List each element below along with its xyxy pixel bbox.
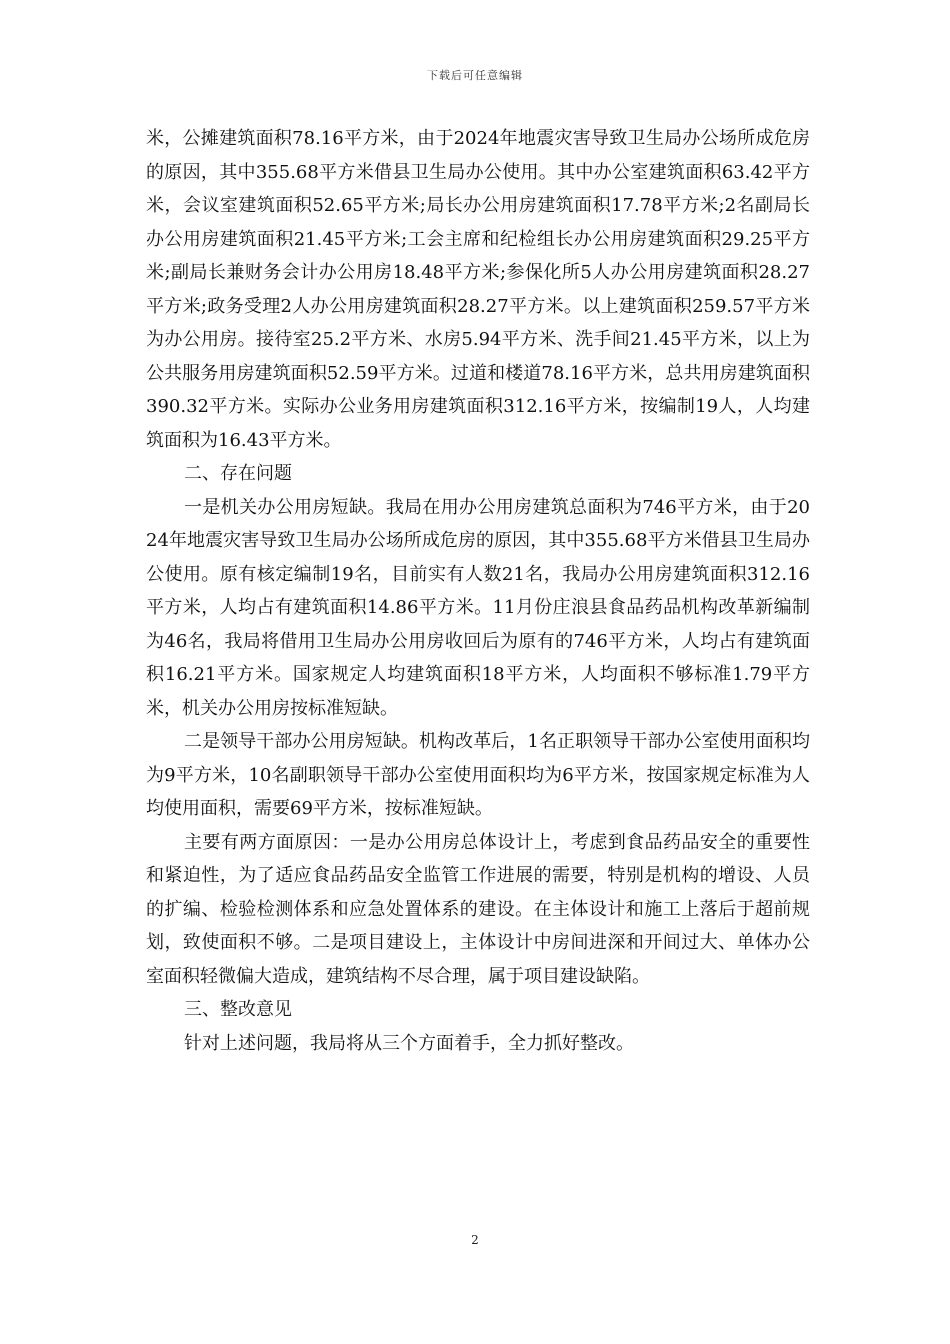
paragraph-office-shortage: 一是机关办公用房短缺。我局在用办公用房建筑总面积为746平方米，由于2024年地震灾害导致卫生局办公场所成危房的原因，其中355.68平方米借县卫生局办公使用。原有核定编制19名，目前实有人数21名，我局办公用房建筑面积312.16平方米，人均占有建筑面积14.86平方米。11月份庄浪县食品药品机构改革新编制为46名，我局将借用卫生局办公用房收回后为原有的746平方米，人均占有建筑面积16.21平方米。国家规定人均建筑面积18平方米，人均面积不够标准1.79平方米，机关办公用房按标准短缺。 (146, 496, 810, 719)
paragraph-office-area-details: 米，公摊建筑面积78.16平方米，由于2024年地震灾害导致卫生局办公场所成危房的原因，其中355.68平方米借县卫生局办公使用。其中办公室建筑面积63.42平方米，会议室建筑面积52.65平方米;局长办公用房建筑面积17.78平方米;2名副局长办公用房建筑面积21.45平方米;工会主席和纪检组长办公用房建筑面积29.25平方米;副局长兼财务会计办公用房18.48平方米;参保化所5人办公用房建筑面积28.27平方米;政务受理2人办公用房建筑面积28.27平方米。以上建筑面积259.57平方米为办公用房。接待室25.2平方米、水房5.94平方米、洗手间21.45平方米，以上为公共服务用房建筑面积52.59平方米。过道和楼道78.16平方米，总共用房建筑面积390.32平方米。实际办公业务用房建筑面积312.16平方米，按编制19人，人均建筑面积为16.43平方米。 (146, 128, 810, 451)
document-body (146, 122, 810, 1060)
page-number: 2 (471, 1233, 479, 1247)
section-heading-existing-problems: 二、存在问题 (184, 463, 292, 484)
page-header: 下载后可任意编辑 (427, 69, 523, 82)
paragraph-leader-office-shortage: 二是领导干部办公用房短缺。机构改革后，1名正职领导干部办公室使用面积均为9平方米，10名副职领导干部办公室使用面积均为6平方米，按国家规定标准为人均使用面积，需要69平方米，按标准短缺。 (146, 731, 810, 819)
paragraph-main-reasons: 主要有两方面原因：一是办公用房总体设计上，考虑到食品药品安全的重要性和紧迫性，为了适应食品药品安全监管工作进展的需要，特别是机构的增设、人员的扩编、检验检测体系和应急处置体系的建设。在主体设计和施工上落后于超前规划，致使面积不够。二是项目建设上，主体设计中房间进深和开间过大、单体办公室面积轻微偏大造成，建筑结构不尽合理，属于项目建设缺陷。 (146, 831, 810, 987)
paragraph-rectification-intro: 针对上述问题，我局将从三个方面着手，全力抓好整改。 (184, 1032, 634, 1054)
section-heading-rectification: 三、整改意见 (184, 999, 292, 1020)
